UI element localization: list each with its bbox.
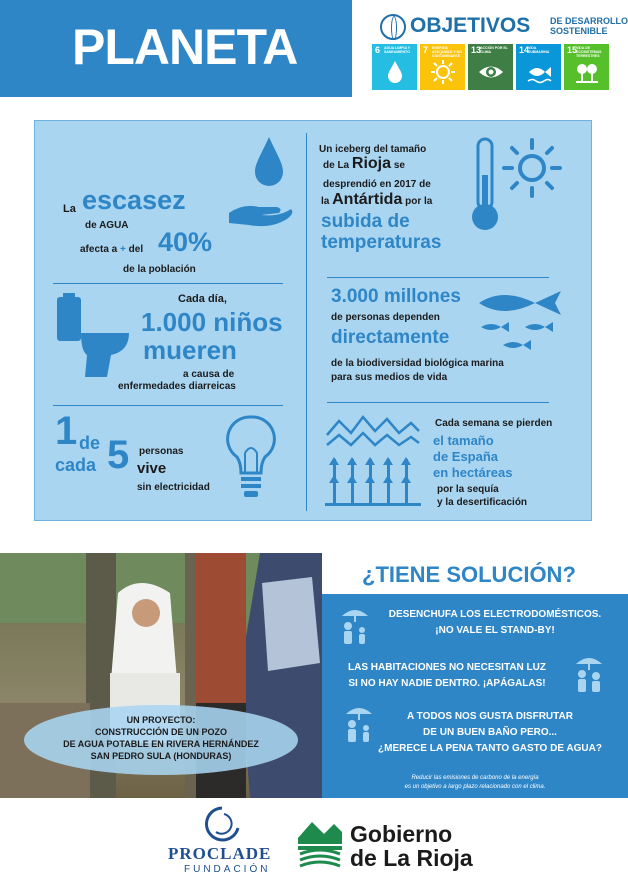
divider bbox=[53, 405, 283, 406]
tree-icon bbox=[574, 59, 600, 85]
fact-3000-millones: 3.000 millones bbox=[331, 286, 461, 307]
fact-1000-ninos: 1.000 niños bbox=[141, 307, 283, 337]
un-globe-icon bbox=[380, 14, 406, 40]
sdg-14-tile: 14 VIDA SUBMARINA bbox=[516, 44, 561, 90]
fact-iceberg-l1: Un iceberg del tamaño bbox=[319, 144, 427, 155]
fact-enfermedades: enfermedades diarreicas bbox=[118, 381, 236, 392]
divider bbox=[327, 402, 549, 403]
fact-vive: vive bbox=[137, 460, 167, 477]
fact-medios-vida: para sus medios de vida bbox=[331, 372, 448, 383]
fact-iceberg-l2: de La Rioja se bbox=[323, 155, 405, 172]
tip-lights-line2: SI NO HAY NADIE DENTRO. ¡APÁGALAS! bbox=[348, 678, 546, 689]
fish-icon bbox=[526, 59, 552, 85]
tip-lights-line1: LAS HABITACIONES NO NECESITAN LUZ bbox=[348, 662, 546, 673]
fact-cada: cada bbox=[55, 455, 97, 475]
rioja-wordmark: de La Rioja bbox=[350, 845, 473, 871]
tip-unplug-line2: ¡NO VALE EL STAND-BY! bbox=[435, 625, 555, 636]
sun-icon bbox=[430, 59, 456, 85]
fact-de: de bbox=[79, 433, 101, 453]
sdg-15-tile: 15 VIDA DE ECOSISTEMAS TERRESTRES bbox=[564, 44, 609, 90]
water-hand-icon bbox=[221, 127, 295, 239]
thermometer-icon bbox=[467, 135, 503, 235]
fact-afecta: afecta a + del bbox=[80, 244, 144, 255]
gobierno-wordmark: Gobierno bbox=[350, 821, 453, 847]
family-icon bbox=[572, 654, 606, 694]
planet-banner bbox=[0, 0, 352, 97]
fact-subida: subida de bbox=[321, 211, 410, 232]
fish-group-icon bbox=[473, 287, 569, 353]
fact-personas-dependen: de personas dependen bbox=[331, 312, 440, 323]
tip-bath-line2: DE UN BUEN BAÑO PERO... bbox=[423, 727, 557, 738]
fact-sequia: por la sequía bbox=[437, 484, 499, 495]
fact-cada-semana: Cada semana se pierden bbox=[435, 418, 553, 429]
fact-sin-electricidad: sin electricidad bbox=[137, 482, 210, 493]
ods-subtitle: DE DESARROLLO SOSTENIBLE bbox=[550, 16, 628, 36]
fact-uno: 1 bbox=[55, 409, 78, 453]
project-caption bbox=[24, 705, 298, 775]
proclade-wordmark: PROCLADE bbox=[168, 844, 272, 863]
tip-bath-line1: A TODOS NOS GUSTA DISFRUTAR bbox=[407, 711, 573, 722]
fact-temperaturas: temperaturas bbox=[321, 232, 442, 253]
fundacion-wordmark: FUNDACIÓN bbox=[184, 864, 271, 875]
fact-cinco: 5 bbox=[107, 433, 130, 477]
desertification-icon bbox=[325, 411, 421, 511]
fact-directamente: directamente bbox=[331, 327, 450, 348]
fact-40-pct: 40% bbox=[158, 227, 213, 257]
sdg-13-tile: 13 ACCIÓN POR EL CLIMA bbox=[468, 44, 513, 90]
solution-title: ¿TIENE SOLUCIÓN? bbox=[362, 562, 576, 587]
fact-cada-dia: Cada día, bbox=[178, 293, 227, 305]
sdg-6-tile: 6 AGUA LIMPIA Y SANEAMIENTO bbox=[372, 44, 417, 90]
page-title: PLANETA bbox=[72, 19, 298, 75]
sdg-icons-row bbox=[372, 44, 612, 90]
toilet-icon bbox=[53, 293, 133, 387]
fact-mueren: mueren bbox=[143, 335, 237, 365]
fact-la: La bbox=[63, 203, 76, 215]
fact-biodiversidad: de la biodiversidad biológica marina bbox=[331, 358, 504, 369]
divider bbox=[53, 283, 283, 284]
facts-panel bbox=[34, 120, 592, 521]
caption-line: SAN PEDRO SULA (HONDURAS) bbox=[90, 751, 232, 761]
gobierno-rioja-logo bbox=[296, 818, 486, 874]
fact-personas: personas bbox=[139, 446, 184, 457]
fact-escasez: escasez bbox=[82, 185, 186, 215]
caption-line: CONSTRUCCIÓN DE UN POZO bbox=[94, 727, 227, 737]
sun-icon bbox=[501, 137, 563, 199]
fact-en-hectareas: en hectáreas bbox=[433, 465, 513, 480]
caption-line: UN PROYECTO: bbox=[126, 715, 196, 725]
lightbulb-icon bbox=[223, 413, 279, 507]
caption-line: DE AGUA POTABLE EN RIVERA HERNÁNDEZ bbox=[63, 739, 259, 749]
fact-de-agua: de AGUA bbox=[85, 220, 129, 231]
proclade-emblem-icon bbox=[202, 806, 242, 842]
divider bbox=[327, 277, 549, 278]
fact-causa: a causa de bbox=[183, 369, 235, 380]
tip-unplug-line1: DESENCHUFA LOS ELECTRODOMÉSTICOS. bbox=[388, 609, 602, 620]
fact-iceberg-l4: la Antártida por la bbox=[321, 191, 433, 208]
fact-iceberg-l3: desprendió en 2017 de bbox=[323, 179, 431, 190]
ods-word: OBJETIVOS bbox=[410, 14, 531, 37]
ods-header bbox=[380, 14, 628, 44]
solution-footnote-line2: es un objetivo a largo plazo relacionado con el clima. bbox=[404, 784, 546, 790]
eye-globe-icon bbox=[478, 59, 504, 85]
tip-bath-line3: ¿MERECE LA PENA TANTO GASTO DE AGUA? bbox=[378, 743, 602, 754]
water-drop-icon bbox=[382, 59, 408, 85]
solution-footnote-line1: Reducir las emisiones de carbono de la energía bbox=[411, 775, 539, 781]
fact-el-tamano: el tamaño bbox=[433, 433, 494, 448]
sdg-7-tile: 7 ENERGÍA ASEQUIBLE Y NO CONTAMINANTE bbox=[420, 44, 465, 90]
solution-panel bbox=[322, 594, 628, 798]
fact-desertificacion: y la desertificación bbox=[437, 497, 528, 508]
rioja-emblem-icon bbox=[296, 818, 344, 870]
vertical-divider bbox=[306, 133, 307, 511]
fact-poblacion: de la población bbox=[123, 264, 196, 275]
proclade-logo bbox=[168, 806, 288, 878]
fact-de-espana: de España bbox=[433, 449, 499, 464]
